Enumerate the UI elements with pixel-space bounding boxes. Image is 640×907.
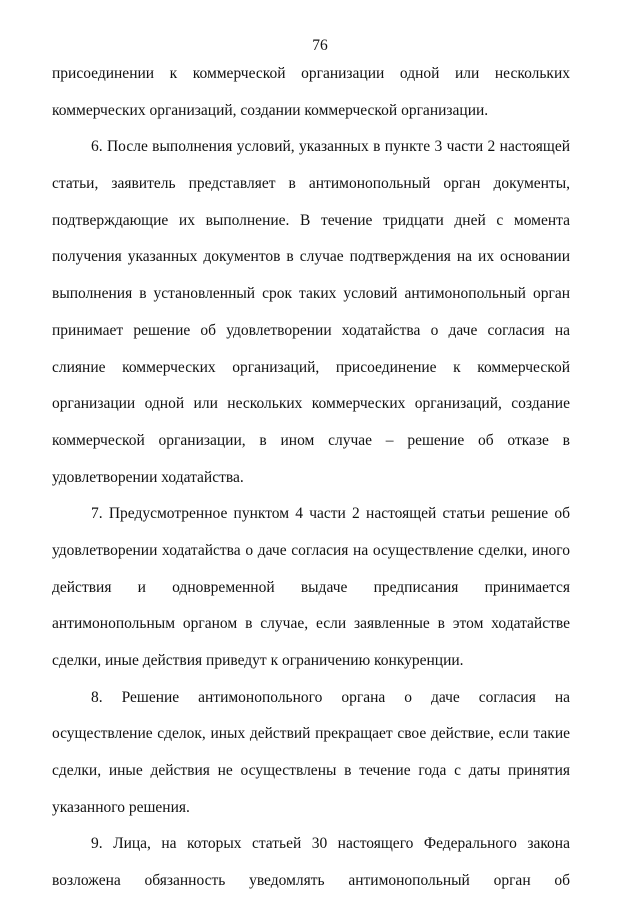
text-line: коммерческой организации, в ином случае – решение об отказе в bbox=[52, 431, 570, 449]
text-line: присоединении к коммерческой организации одной или нескольких bbox=[52, 65, 570, 82]
text-line: удовлетворении ходатайства о даче согласия на осуществление сделки, иного bbox=[52, 541, 570, 559]
text-line: сделки, иные действия не осуществлены в течение года с даты принятия bbox=[52, 762, 570, 780]
text-line: удовлетворении ходатайства. bbox=[52, 468, 244, 486]
text-line: принимает решение об удовлетворении ходатайства о даче согласия на bbox=[52, 321, 570, 339]
text-line: подтверждающие их выполнение. В течение тридцати дней с момента bbox=[52, 211, 570, 229]
paragraph-first-line: 8. Решение антимонопольного органа о даче согласия на bbox=[91, 688, 570, 706]
text-line: коммерческих организаций, создании коммерческой организации. bbox=[52, 101, 489, 119]
text-line: выполнения в установленный срок таких условий антимонопольный орган bbox=[52, 285, 570, 303]
text-line: получения указанных документов в случае подтверждения на их основании bbox=[52, 248, 570, 266]
paragraph-first-line: 9. Лица, на которых статьей 30 настоящего Федерального закона bbox=[91, 835, 570, 853]
document-text-body bbox=[52, 63, 570, 907]
text-line: антимонопольным органом в случае, если заявленные в этом ходатайстве bbox=[52, 615, 570, 633]
paragraph-first-line: 7. Предусмотренное пунктом 4 части 2 настоящей статьи решение об bbox=[91, 505, 570, 523]
text-line: статьи, заявитель представляет в антимонопольный орган документы, bbox=[52, 175, 570, 193]
text-line: организации одной или нескольких коммерческих организаций, создание bbox=[52, 395, 570, 413]
page-number: 76 bbox=[312, 37, 328, 54]
text-line: осуществление сделок, иных действий прекращает свое действие, если такие bbox=[52, 725, 570, 743]
text-line: действия и одновременной выдаче предписания принимается bbox=[52, 578, 570, 596]
text-line: возложена обязанность уведомлять антимонопольный орган об bbox=[52, 872, 570, 890]
text-line: слияние коммерческих организаций, присоединение к коммерческой bbox=[52, 358, 570, 376]
text-line: указанного решения. bbox=[52, 798, 190, 816]
text-line: сделки, иные действия приведут к ограничению конкуренции. bbox=[52, 652, 464, 669]
paragraph-first-line: 6. После выполнения условий, указанных в пункте 3 части 2 настоящей bbox=[91, 138, 570, 156]
